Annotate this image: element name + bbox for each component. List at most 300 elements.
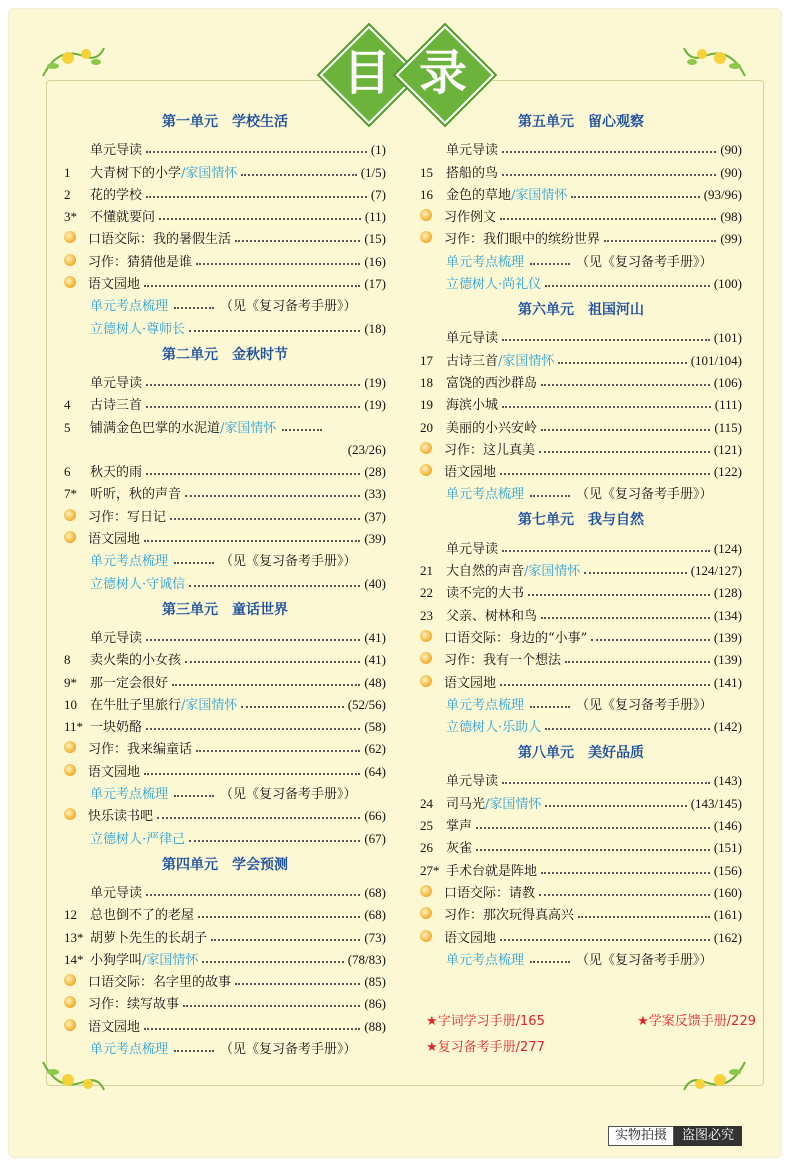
- leader-dots: [202, 961, 343, 963]
- entry-name: [446, 582, 524, 601]
- flower-bullet-icon: [420, 209, 432, 221]
- entry-name-text: 一块奶酪: [90, 720, 143, 736]
- entry-tag: /家国情怀: [524, 564, 581, 580]
- page-number: (141): [713, 674, 742, 690]
- toc-entry[interactable]: [64, 713, 386, 735]
- entry-name-text: 美丽的小兴安岭: [446, 420, 538, 436]
- toc-entry[interactable]: [420, 413, 742, 435]
- lesson-number: 24: [420, 795, 433, 811]
- page-number: (33): [364, 486, 386, 502]
- stamp-left: 实物拍摄: [608, 1126, 674, 1146]
- flower-bullet-icon: [64, 741, 76, 753]
- toc-entry[interactable]: [64, 780, 386, 802]
- entry-name-text: 单元考点梳理: [90, 787, 169, 803]
- supplement-list: [426, 1010, 756, 1062]
- page-number: (121): [713, 441, 742, 457]
- toc-entry[interactable]: [64, 391, 386, 413]
- page-number: (16): [364, 253, 386, 269]
- entry-note: （见《复习备考手册》）: [220, 298, 357, 314]
- entry-name: [90, 573, 185, 592]
- leader-dots: [185, 495, 360, 497]
- flower-bullet-icon: [64, 254, 76, 266]
- entry-name-text: 语文园地: [88, 277, 141, 293]
- entry-name: [90, 1038, 168, 1057]
- page-number: (40): [364, 575, 386, 591]
- page-number: (122): [713, 464, 742, 480]
- leader-dots: [541, 384, 710, 386]
- entry-name: [444, 649, 561, 668]
- toc-entry[interactable]: [64, 314, 386, 336]
- leader-dots: [502, 782, 710, 784]
- entry-name: [90, 828, 185, 847]
- supplement-item: ★字词学习手册/165: [426, 1014, 545, 1029]
- flower-bullet-icon: [420, 231, 432, 243]
- page-number: (162): [713, 929, 742, 945]
- page-number: (101): [713, 330, 742, 346]
- leader-dots: [146, 196, 367, 198]
- entry-name: [88, 228, 231, 247]
- toc-entry[interactable]: [420, 181, 742, 203]
- leader-dots: [282, 429, 322, 431]
- toc-entry[interactable]: [420, 158, 742, 180]
- leader-dots: [541, 872, 710, 874]
- entry-name: [446, 815, 472, 834]
- entry-name: [446, 694, 524, 713]
- lesson-number: 3*: [64, 209, 77, 225]
- entry-name: [446, 162, 498, 181]
- leader-dots: [541, 429, 710, 431]
- flower-bullet-icon: [64, 276, 76, 288]
- lesson-number: 27*: [420, 862, 440, 878]
- toc-entry[interactable]: [64, 735, 386, 757]
- entry-name-text: 习作：猜猜他是谁: [88, 254, 193, 270]
- flower-bullet-icon: [420, 442, 432, 454]
- entry-name-text: 不懂就要问: [90, 210, 156, 226]
- entry-name-text: 语文园地: [88, 532, 141, 548]
- entry-name-text: 立德树人·乐助人: [446, 720, 542, 736]
- lesson-number: 26: [420, 840, 433, 856]
- page-number: (160): [713, 884, 742, 900]
- entry-name: [444, 927, 496, 946]
- toc-entry[interactable]: [64, 525, 386, 547]
- page-number: (101/104): [690, 352, 742, 368]
- entry-name-text: 单元导读: [90, 143, 143, 159]
- entry-name: [88, 273, 140, 292]
- toc-title: [326, 28, 486, 118]
- toc-entry[interactable]: [64, 458, 386, 480]
- toc-entry[interactable]: [420, 247, 742, 269]
- entry-tag: /家国情怀: [498, 353, 555, 369]
- leader-dots: [528, 594, 710, 596]
- floral-ornament-bottom-right: [680, 1056, 750, 1102]
- entry-name-text: 古诗三首: [90, 398, 143, 414]
- toc-entry[interactable]: [420, 458, 742, 480]
- toc-entry[interactable]: [64, 990, 386, 1012]
- leader-dots: [235, 240, 360, 242]
- leader-dots: [502, 339, 710, 341]
- page-number: (52/56): [347, 696, 386, 712]
- entry-note: （见《复习备考手册》）: [220, 553, 357, 569]
- toc-entry[interactable]: [420, 646, 742, 668]
- entry-name: [90, 372, 142, 391]
- toc-entry[interactable]: [64, 646, 386, 668]
- entry-note: （见《复习备考手册》）: [576, 486, 713, 502]
- toc-entry[interactable]: [64, 923, 386, 945]
- page-number: (41): [364, 652, 386, 668]
- entry-name-text: 金色的草地: [446, 187, 512, 203]
- toc-right-column: [420, 112, 742, 968]
- entry-name: [90, 904, 194, 923]
- page-number: (37): [364, 508, 386, 524]
- unit-gap: [420, 502, 742, 510]
- page-number: (64): [364, 763, 386, 779]
- toc-entry[interactable]: [64, 624, 386, 646]
- toc-entry[interactable]: [64, 802, 386, 824]
- page-number: (73): [364, 929, 386, 945]
- entry-name-text: 立德树人·严律己: [90, 831, 186, 847]
- toc-entry[interactable]: [420, 789, 742, 811]
- toc-entry[interactable]: [64, 136, 386, 158]
- entry-name-text: 单元考点梳理: [90, 299, 169, 315]
- leader-dots: [500, 473, 710, 475]
- entry-name: [446, 184, 567, 203]
- page-number: (90): [720, 142, 742, 158]
- toc-entry[interactable]: [420, 270, 742, 292]
- lesson-number: 5: [64, 419, 71, 435]
- entry-name-text: 单元导读: [90, 630, 143, 646]
- unit-title: 第六单元 祖国河山: [518, 302, 644, 319]
- leader-dots: [159, 218, 361, 220]
- page-number: (18): [364, 320, 386, 336]
- leader-dots: [500, 939, 710, 941]
- leader-dots: [584, 572, 686, 574]
- entry-name-text: 单元导读: [90, 885, 143, 901]
- toc-entry[interactable]: [64, 436, 386, 458]
- leader-dots: [157, 817, 360, 819]
- leader-dots: [502, 151, 716, 153]
- flower-bullet-icon: [64, 531, 76, 543]
- entry-name-text: 语文园地: [444, 675, 497, 691]
- page-number: (100): [713, 276, 742, 292]
- page-number: (146): [713, 818, 742, 834]
- flower-bullet-icon: [64, 974, 76, 986]
- toc-entry[interactable]: [420, 136, 742, 158]
- flower-bullet-icon: [64, 231, 76, 243]
- toc-entry[interactable]: [420, 225, 742, 247]
- lesson-number: 25: [420, 818, 433, 834]
- entry-name-text: 单元导读: [446, 143, 499, 159]
- flower-bullet-icon: [64, 808, 76, 820]
- toc-entry[interactable]: [420, 601, 742, 623]
- leader-dots: [530, 961, 570, 963]
- supplement-item: ★学案反馈手册/229: [637, 1014, 756, 1029]
- entry-name-text: 铺满金色巴掌的水泥道: [90, 420, 221, 436]
- entry-name: [88, 971, 231, 990]
- unit-title: 第七单元 我与自然: [518, 512, 644, 529]
- entry-name: [444, 439, 535, 458]
- entry-tag: /家国情怀: [485, 796, 542, 812]
- leader-dots: [539, 894, 710, 896]
- entry-tag: /家国情怀: [181, 697, 238, 713]
- page-number: (134): [713, 607, 742, 623]
- lesson-number: 12: [64, 907, 77, 923]
- unit-gap: [420, 292, 742, 300]
- toc-entry[interactable]: [64, 946, 386, 968]
- entry-name: [446, 538, 498, 557]
- entry-name: [88, 805, 153, 824]
- lesson-number: 20: [420, 419, 433, 435]
- entry-name-text: 花的学校: [90, 187, 143, 203]
- entry-name: [446, 837, 472, 856]
- toc-entry[interactable]: [64, 247, 386, 269]
- toc-entry[interactable]: [420, 579, 742, 601]
- toc-entry[interactable]: [64, 668, 386, 690]
- leader-dots: [545, 728, 710, 730]
- toc-entry[interactable]: [64, 158, 386, 180]
- entry-name-text: 语文园地: [444, 465, 497, 481]
- entry-name-text: 总也倒不了的老屋: [90, 908, 195, 924]
- unit-title: 第三单元 童话世界: [162, 601, 288, 618]
- page-number: (143/145): [690, 795, 742, 811]
- entry-name-text: 富饶的西沙群岛: [446, 375, 538, 391]
- entry-name: [446, 273, 541, 292]
- toc-entry[interactable]: [420, 324, 742, 346]
- toc-entry[interactable]: [64, 569, 386, 591]
- entry-name-text: 习作：这儿真美: [444, 442, 536, 458]
- toc-entry[interactable]: [64, 1012, 386, 1034]
- flower-bullet-icon: [420, 630, 432, 642]
- entry-name: [88, 761, 140, 780]
- leader-dots: [144, 773, 360, 775]
- entry-name-text: 读不完的大书: [446, 586, 525, 602]
- unit-title: 第五单元 留心观察: [518, 114, 644, 130]
- toc-entry[interactable]: [420, 879, 742, 901]
- entry-name: [90, 206, 155, 225]
- leader-dots: [189, 330, 360, 332]
- entry-name: [446, 394, 498, 413]
- leader-dots: [591, 639, 710, 641]
- toc-entry[interactable]: [420, 391, 742, 413]
- floral-ornament-top-left: [38, 36, 108, 82]
- toc-entry[interactable]: [64, 502, 386, 524]
- entry-name-text: 习作：我有一个想法: [444, 653, 562, 669]
- leader-dots: [476, 827, 710, 829]
- stamp-right: 盗图必究: [674, 1126, 742, 1146]
- leader-dots: [500, 684, 710, 686]
- unit-gap: [64, 337, 386, 345]
- entry-name: [90, 783, 168, 802]
- entry-name: [444, 627, 587, 646]
- toc-entry[interactable]: [64, 1035, 386, 1057]
- toc-entry[interactable]: [64, 824, 386, 846]
- page-number: (124/127): [690, 563, 742, 579]
- entry-name: [446, 251, 524, 270]
- leader-dots: [211, 939, 360, 941]
- entry-tag: /家国情怀: [142, 952, 199, 968]
- leader-dots: [172, 684, 360, 686]
- flower-bullet-icon: [64, 764, 76, 776]
- leader-dots: [545, 285, 710, 287]
- lesson-number: 14*: [64, 951, 84, 967]
- toc-entry[interactable]: [64, 203, 386, 225]
- entry-name: [444, 228, 600, 247]
- page-number: (139): [713, 652, 742, 668]
- entry-tag: /家国情怀: [511, 187, 568, 203]
- toc-entry[interactable]: [64, 757, 386, 779]
- leader-dots: [185, 661, 360, 663]
- lesson-number: 22: [420, 585, 433, 601]
- toc-entry[interactable]: [420, 369, 742, 391]
- entry-name: [444, 206, 496, 225]
- toc-entry[interactable]: [420, 713, 742, 735]
- leader-dots: [502, 550, 710, 552]
- toc-entry[interactable]: [64, 270, 386, 292]
- leader-dots: [530, 263, 570, 265]
- flower-bullet-icon: [420, 885, 432, 897]
- toc-entry[interactable]: [420, 480, 742, 502]
- entry-name-text: 口语交际：身边的“小事”: [444, 630, 588, 646]
- leader-dots: [189, 585, 360, 587]
- page-number: (143): [713, 773, 742, 789]
- toc-entry[interactable]: [64, 292, 386, 314]
- entry-name-text: 司马光: [446, 796, 486, 812]
- leader-dots: [541, 617, 710, 619]
- entry-note: （见《复习备考手册》）: [220, 786, 357, 802]
- lesson-number: 17: [420, 352, 433, 368]
- entry-name: [88, 1016, 140, 1035]
- entry-name-text: 灰雀: [446, 841, 473, 857]
- toc-entry[interactable]: [420, 534, 742, 556]
- toc-entry[interactable]: [64, 901, 386, 923]
- toc-entry[interactable]: [64, 691, 386, 713]
- toc-entry[interactable]: [420, 856, 742, 878]
- page-number: (23/26): [347, 441, 386, 457]
- lesson-number: 6: [64, 464, 71, 480]
- entry-name-text: 父亲、树林和鸟: [446, 608, 538, 624]
- toc-entry[interactable]: [64, 413, 386, 435]
- entry-name-text: 单元考点梳理: [446, 952, 525, 968]
- toc-entry[interactable]: [420, 923, 742, 945]
- entry-name: [446, 417, 537, 436]
- leader-dots: [539, 451, 710, 453]
- page-number: (85): [364, 974, 386, 990]
- entry-name-text: 单元考点梳理: [446, 697, 525, 713]
- entry-name: [90, 184, 142, 203]
- leader-dots: [146, 384, 360, 386]
- entry-name-text: 海滨小城: [446, 398, 499, 414]
- entry-name: [446, 793, 541, 812]
- toc-entry[interactable]: [420, 767, 742, 789]
- entry-name: [90, 461, 142, 480]
- page-number: (1/5): [360, 164, 386, 180]
- page-number: (68): [364, 884, 386, 900]
- entry-tag: /家国情怀: [220, 420, 277, 436]
- toc-entry[interactable]: [420, 557, 742, 579]
- unit-title: 第四单元 学会预测: [162, 856, 288, 873]
- toc-entry[interactable]: [420, 668, 742, 690]
- toc-entry[interactable]: [420, 812, 742, 834]
- toc-entry[interactable]: [420, 834, 742, 856]
- lesson-number: 7*: [64, 486, 77, 502]
- toc-entry[interactable]: [64, 480, 386, 502]
- toc-entry[interactable]: [420, 691, 742, 713]
- lesson-number: 10: [64, 696, 77, 712]
- watermark-stamp: [608, 1126, 742, 1146]
- flower-bullet-icon: [64, 509, 76, 521]
- toc-entry[interactable]: [420, 946, 742, 968]
- toc-entry[interactable]: [64, 225, 386, 247]
- toc-entry[interactable]: [64, 181, 386, 203]
- entry-name-text: 快乐读书吧: [88, 809, 154, 825]
- entry-name: [90, 295, 168, 314]
- flower-bullet-icon: [420, 675, 432, 687]
- page-number: (58): [364, 719, 386, 735]
- page-number: (93/96): [703, 186, 742, 202]
- page-number: (161): [713, 907, 742, 923]
- page-number: (68): [364, 907, 386, 923]
- toc-entry[interactable]: [64, 968, 386, 990]
- entry-name-text: 单元考点梳理: [90, 1041, 169, 1057]
- entry-name: [446, 372, 537, 391]
- entry-name-text: 口语交际：请教: [444, 885, 536, 901]
- leader-dots: [146, 894, 360, 896]
- page-number: (11): [364, 209, 386, 225]
- page-number: (7): [370, 186, 386, 202]
- toc-entry[interactable]: [420, 203, 742, 225]
- page-number: (62): [364, 741, 386, 757]
- entry-name-text: 胡萝卜先生的长胡子: [90, 930, 208, 946]
- entry-name: [90, 649, 181, 668]
- title-char-1: 目: [342, 45, 391, 101]
- entry-name: [90, 139, 142, 158]
- page-number: (15): [364, 231, 386, 247]
- leader-dots: [502, 406, 711, 408]
- entry-name: [90, 627, 142, 646]
- entry-name: [446, 327, 498, 346]
- lesson-number: 15: [420, 164, 433, 180]
- toc-entry[interactable]: [64, 369, 386, 391]
- entry-name-text: 单元考点梳理: [446, 487, 525, 503]
- entry-name: [88, 993, 179, 1012]
- entry-name: [446, 139, 498, 158]
- flower-bullet-icon: [420, 930, 432, 942]
- toc-entry[interactable]: [64, 879, 386, 901]
- entry-name: [446, 350, 554, 369]
- leader-dots: [235, 983, 360, 985]
- leader-dots: [170, 518, 360, 520]
- entry-name: [90, 162, 237, 181]
- leader-dots: [530, 495, 570, 497]
- flower-bullet-icon: [420, 907, 432, 919]
- entry-name-text: 在牛肚子里旅行: [90, 697, 182, 713]
- toc-entry[interactable]: [420, 346, 742, 368]
- entry-name-text: 单元导读: [446, 774, 499, 790]
- entry-name-text: 掌声: [446, 819, 473, 835]
- toc-entry[interactable]: [420, 436, 742, 458]
- entry-name-text: 秋天的雨: [90, 465, 143, 481]
- leader-dots: [565, 661, 710, 663]
- page-number: (67): [364, 830, 386, 846]
- entry-name: [446, 716, 541, 735]
- entry-name: [90, 394, 142, 413]
- toc-entry[interactable]: [420, 624, 742, 646]
- flower-bullet-icon: [420, 464, 432, 476]
- toc-entry[interactable]: [420, 901, 742, 923]
- toc-entry[interactable]: [64, 547, 386, 569]
- entry-name-text: 那一定会很好: [90, 675, 169, 691]
- entry-name: [446, 605, 537, 624]
- entry-name: [90, 483, 181, 502]
